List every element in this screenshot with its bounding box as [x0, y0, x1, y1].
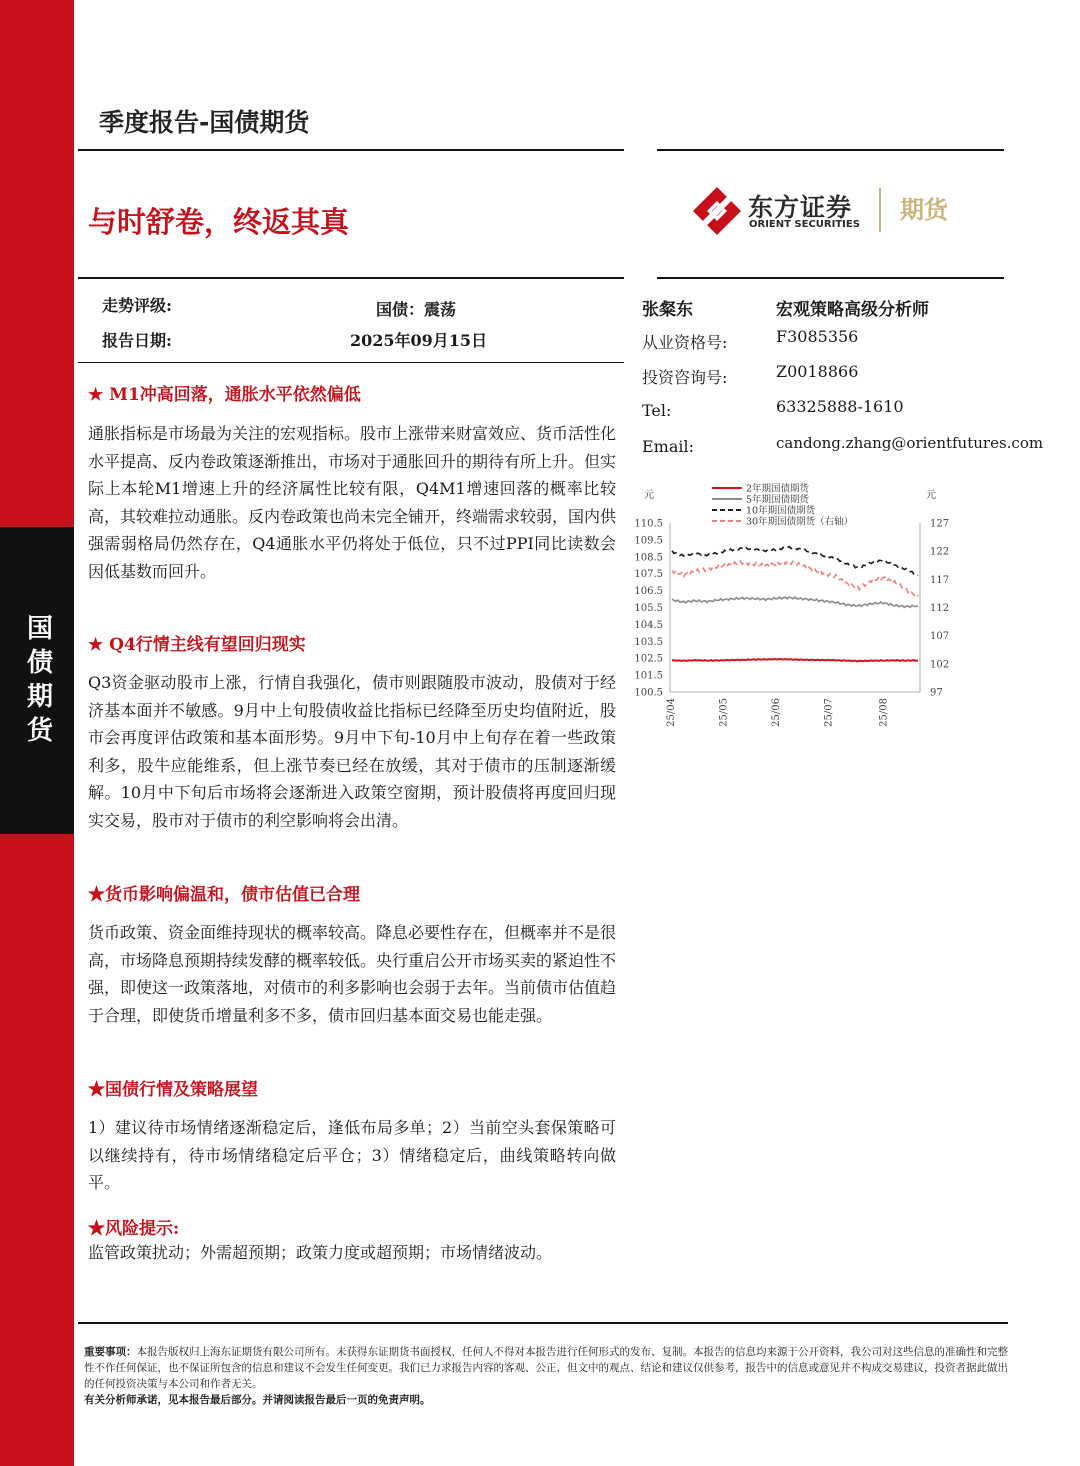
logo-cn-text: 东方证券 [748, 193, 853, 222]
logo-en-text: ORIENT SECURITIES [749, 219, 860, 230]
orient-diamond-icon [692, 186, 742, 236]
tel-label: Tel: [642, 401, 672, 420]
qualification-value: F3085356 [776, 327, 859, 346]
section-body-1: 通胀指标是市场最为关注的宏观指标。股市上涨带来财富效应、货币活性化水平提高、反内卷政策逐渐推出，市场对于通胀回升的期待有所上升。但实际上本轮M1增速上升的经济属性比较有限，Q4M1增速回落的概率比较高，其较难拉动通胀。反内卷政策也尚未完全铺开，终端需求较弱，国内供强需弱格局仍然存在，Q4通胀水平仍将处于低位，只不过PPI同比读数会因低基数而回升。 [88, 424, 617, 581]
section-heading-1: ★ M1冲高回落，通胀水平依然偏低 [88, 385, 361, 405]
section-heading-2: ★ Q4行情主线有望回归现实 [88, 635, 306, 655]
legend-entry: 5年期国债期货 [746, 494, 810, 506]
meta-top-rule-right [657, 277, 1004, 279]
analyst-name: 张粲东 [642, 300, 693, 320]
section-body-5: 监管政策扰动；外需超预期；政策力度或超预期；市场情绪波动。 [88, 1243, 553, 1262]
rating-value: 国债：震荡 [376, 300, 457, 319]
consult-label: 投资咨询号: [642, 368, 728, 387]
y-right-tick-label: 127 [930, 518, 950, 530]
legend-entry: 10年期国债期货 [746, 505, 816, 517]
series-line [672, 659, 918, 661]
section-heading-4: ★国债行情及策略展望 [88, 1080, 258, 1100]
section-body-4: 1）建议待市场情绪逐渐稳定后，逢低布局多单；2）当前空头套保策略可以继续持有，待市场情绪稳定后平仓；3）情绪稳定后，曲线策略转向做平。 [88, 1118, 616, 1193]
rating-label: 走势评级: [102, 296, 172, 315]
report-type: 季度报告-国债期货 [99, 108, 310, 137]
header-rule-left [78, 149, 624, 151]
bond-futures-chart [630, 480, 960, 740]
sidebar-label: 国债期货 [26, 614, 53, 746]
page-title: 与时舒卷，终返其真 [88, 205, 350, 239]
y-left-tick-label: 107.5 [634, 569, 663, 581]
footer-notice-label: 重要事项： [84, 1346, 137, 1358]
y-left-tick-label: 104.5 [634, 619, 663, 631]
consult-value: Z0018866 [776, 362, 859, 381]
company-logo [692, 186, 992, 236]
y-left-tick-label: 106.5 [634, 586, 663, 598]
meta-bottom-rule [78, 362, 624, 363]
section-body-2: Q3资金驱动股市上涨，行情自我强化，债市则跟随股市波动，股债对于经济基本面并不敏感。9月中上旬股债收益比指标已经降至历史均值附近，股市会再度评估政策和基本面形势。9月中下旬-10月中上旬存在着一些政策利多，股牛应能维系，但上涨节奏已经在放缓，其对于债市的压制逐渐缓解。10月中下旬后市场将会逐渐进入政策空窗期，预计股债将再度回归现实交易，股市对于债市的利空影响将会出清。 [88, 673, 616, 830]
x-tick-label: 25/04 [666, 698, 677, 727]
left-unit-label: 元 [644, 490, 654, 501]
legend-entry: 30年期国债期货（右轴） [746, 516, 854, 528]
y-left-tick-label: 100.5 [634, 687, 663, 699]
y-left-tick-label: 105.5 [634, 603, 663, 614]
chart-legend [712, 483, 853, 528]
right-unit-label: 元 [926, 490, 936, 501]
x-tick-label: 25/07 [823, 698, 835, 727]
footer-note: 有关分析师承诺，见本报告最后部分。并请阅读报告最后一页的免责声明。 [84, 1394, 431, 1406]
y-left-tick-label: 101.5 [634, 670, 663, 682]
analyst-title: 宏观策略高级分析师 [776, 300, 929, 320]
header-rule-right [657, 149, 1004, 151]
email-value[interactable]: candong.zhang@orientfutures.com [776, 434, 1044, 452]
y-left-tick-label: 110.5 [634, 518, 663, 530]
x-tick-label: 25/05 [718, 698, 730, 727]
logo-divider [879, 188, 881, 232]
email-label: Email: [642, 437, 695, 456]
series-line [672, 597, 918, 608]
series-line [672, 561, 918, 596]
logo-suffix: 期货 [900, 196, 948, 224]
y-right-tick-label: 97 [930, 687, 943, 699]
section-heading-5: ★风险提示: [88, 1219, 180, 1239]
y-left-tick-label: 109.5 [634, 535, 663, 547]
y-left-tick-label: 102.5 [634, 653, 663, 665]
y-left-tick-label: 108.5 [634, 552, 663, 564]
footer-notice-text: 本报告版权归上海东证期货有限公司所有。未获得东证期货书面授权，任何人不得对本报告进行任何形式的发布、复制。本报告的信息均来源于公开资料，我公司对这些信息的准确性和完整性不作任何保证，也不保证所包含的信息和建议不会发生任何变更。我们已力求报告内容的客观、公正，但文中的观点、结论和建议仅供参考，报告中的信息或意见并不构成交易建议，投资者据此做出的任何投资决策与本公司和作者无关。 [84, 1346, 1008, 1390]
meta-top-rule-left [78, 277, 624, 279]
section-body-3: 货币政策、资金面维持现状的概率较高。降息必要性存在，但概率并不是很高，市场降息预期持续发酵的概率较低。央行重启公开市场买卖的紧迫性不强，即使这一政策落地，对债市的利多影响也会弱于去年。当前债市估值趋于合理，即使货币增量利多不多，债市回归基本面交易也能走强。 [88, 923, 617, 1025]
date-value: 2025年09月15日 [350, 331, 488, 350]
tel-value: 63325888-1610 [776, 397, 904, 416]
y-right-tick-label: 102 [930, 659, 950, 671]
date-label: 报告日期: [102, 331, 172, 350]
series-line [672, 547, 918, 576]
qualification-label: 从业资格号: [642, 333, 728, 352]
x-tick-label: 25/08 [878, 698, 890, 727]
y-right-tick-label: 112 [930, 603, 950, 614]
footer-notice [84, 1344, 1008, 1408]
y-left-tick-label: 103.5 [634, 636, 663, 648]
section-heading-3: ★货币影响偏温和，债市估值已合理 [88, 885, 360, 905]
y-right-tick-label: 117 [930, 574, 950, 586]
x-tick-label: 25/06 [771, 698, 782, 727]
footer-rule [78, 1322, 1008, 1324]
y-right-tick-label: 107 [930, 631, 950, 643]
y-right-tick-label: 122 [930, 546, 950, 558]
legend-entry: 2年期国债期货 [746, 483, 810, 495]
chart-lines [672, 547, 918, 662]
